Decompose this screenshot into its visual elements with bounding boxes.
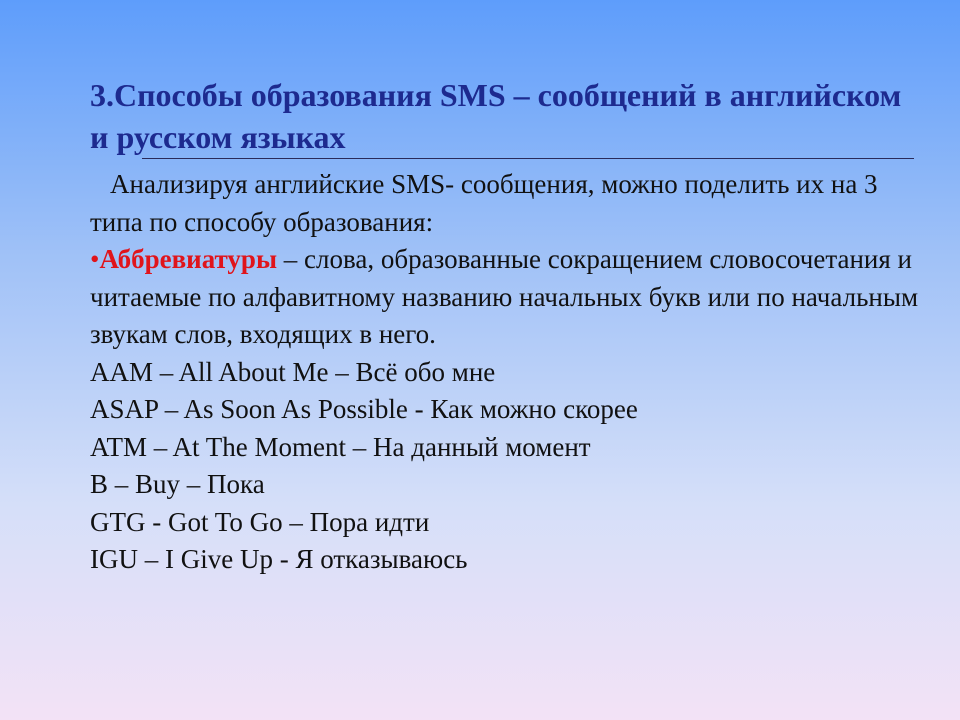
slide-body: [90, 166, 920, 579]
intro-paragraph: Анализируя английские SMS- сообщения, можно поделить их на 3 типа по способу образования:: [90, 169, 878, 237]
abbreviation-bullet: [90, 241, 920, 354]
term-abbreviations: Аббревиатуры: [99, 244, 278, 274]
title-underline: [142, 158, 914, 159]
example-gtg: GTG - Got To Go – Пора идти: [90, 506, 430, 537]
slide-title: 3.Способы образования SMS – сообщений в английском и русском языках: [90, 77, 902, 155]
example-igu: IGU – I Give Up - Я отказываюсь: [90, 544, 468, 574]
example-aam: AAM – All About Me – Всё обо мне: [90, 356, 496, 387]
example-atm: ATM – At The Moment – На данный момент: [90, 431, 591, 462]
example-asap: ASAP – As Soon As Possible - Как можно скорее: [90, 394, 638, 424]
example-b: B – Buy – Пока: [90, 469, 265, 499]
bullet-icon: •: [90, 244, 100, 274]
term-definition: – слова, образованные сокращением словосочетания и читаемые по алфавитному названию начальных букв или по начальным звукам слов, входящих в него.: [90, 244, 919, 349]
